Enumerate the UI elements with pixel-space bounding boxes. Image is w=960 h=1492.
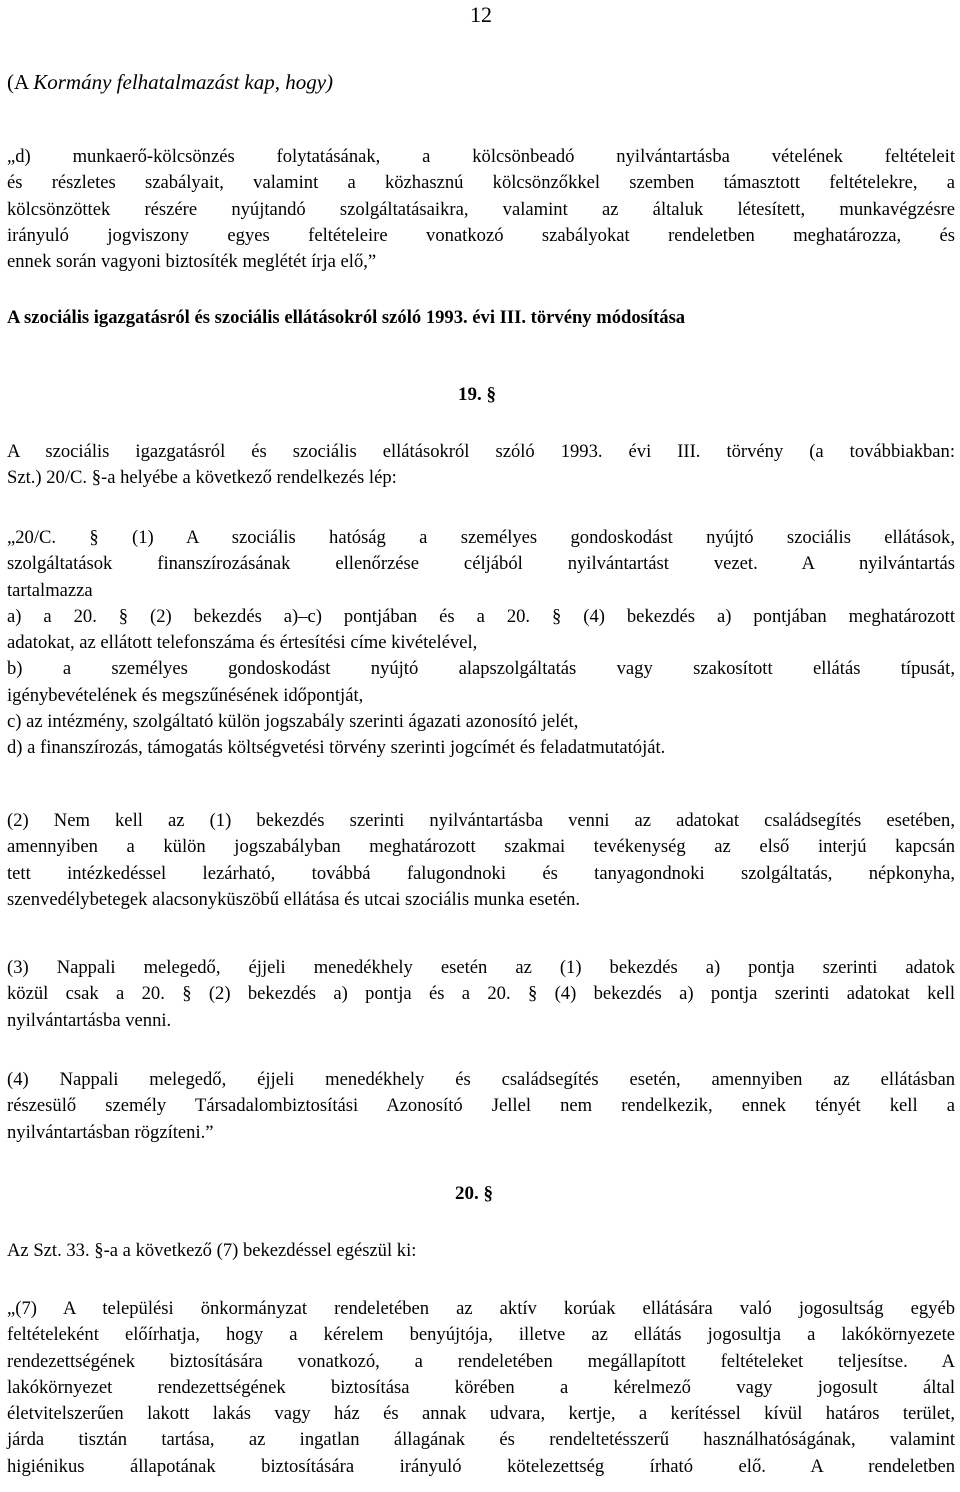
section-19-paragraph-2: [7, 808, 955, 913]
text-line: nyilvántartásban rögzíteni.”: [7, 1121, 214, 1143]
text-line: ennek során vagyoni biztosíték meglétét írja elő,”: [7, 251, 377, 273]
text-line: „d) munkaerő-kölcsönzés folytatásának, a kölcsönbeadó nyilvántartásba vételének feltételeit: [7, 146, 955, 167]
text-line: szenvedélybetegek alacsonyküszöbű ellátása és utcai szociális munka esetén.: [7, 888, 581, 910]
text-line: kölcsönzöttek részére nyújtandó szolgáltatásaikra, valamint az általuk létesített, munkavégzésre: [7, 198, 955, 220]
preamble-prefix: (A: [7, 70, 34, 94]
section-19-intro: [7, 439, 955, 492]
text-line: igénybevételének és megszűnésének időpontját,: [7, 684, 364, 706]
section-19-paragraph-3: [7, 955, 955, 1034]
section-20-intro: [7, 1238, 955, 1264]
section-19-paragraph-4: [7, 1067, 955, 1146]
text-line: (4) Nappali melegedő, éjjeli menedékhely és családsegítés esetén, amennyiben az ellátásban: [7, 1069, 955, 1090]
text-line: feltételeként előírhatja, hogy a kérelem benyújtója, illetve az ellátás jogosultja a lakókörnyezete: [7, 1324, 955, 1346]
text-line: Az Szt. 33. §-a a következő (7) bekezdéssel egészül ki:: [7, 1240, 417, 1261]
text-line: adatokat, az ellátott telefonszáma és értesítési címe kivételével,: [7, 632, 478, 654]
text-line: amennyiben a külön jogszabályban meghatározott szakmai tevékenység az első interjú kapcsán: [7, 836, 955, 858]
text-line: „20/C. § (1) A szociális hatóság a személyes gondoskodást nyújtó szociális ellátások,: [7, 527, 955, 548]
text-line: és részletes szabályait, valamint a közhasznú kölcsönzőkkel szemben támasztott feltételekre, a: [7, 172, 955, 194]
text-line: c) az intézmény, szolgáltató külön jogszabály szerinti ágazati azonosító jelét,: [7, 711, 579, 733]
preamble: [7, 70, 333, 95]
text-line: lakókörnyezet rendezettségének biztosítása körében a kérelmező vagy jogosult által: [7, 1376, 955, 1398]
section-20-paragraph: [7, 1296, 955, 1480]
text-line: a) a 20. § (2) bekezdés a)–c) pontjában és a 20. § (4) bekezdés a) pontjában meghatározott: [7, 605, 955, 627]
text-line: részesülő személy Társadalombiztosítási Azonosító Jellel nem rendelkezik, ennek tényét kell a: [7, 1095, 955, 1117]
text-line: irányuló jogviszony egyes feltételeire vonatkozó szabályokat rendeletben meghatározza, és: [7, 224, 955, 246]
text-line: b) a személyes gondoskodást nyújtó alapszolgáltatás vagy szakosított ellátás típusát,: [7, 658, 955, 680]
text-line: Szt.) 20/C. §-a helyébe a következő rendelkezés lép:: [7, 467, 397, 489]
text-line: tett intézkedéssel lezárható, továbbá falugondnoki és tanyagondnoki szolgáltatás, népkonyha,: [7, 862, 955, 884]
section-19-paragraph-1: [7, 525, 955, 762]
text-line: tartalmazza: [7, 579, 93, 601]
page-number: 12: [470, 2, 492, 27]
text-line: (3) Nappali melegedő, éjjeli menedékhely esetén az (1) bekezdés a) pontja szerinti adatok: [7, 957, 955, 978]
text-line: (2) Nem kell az (1) bekezdés szerinti nyilvántartásba venni az adatokat családsegítés esetében,: [7, 810, 955, 831]
text-line: rendezettségének biztosítására vonatkozó, a rendeletében megállapított feltételeket teljesítse. A: [7, 1350, 955, 1372]
text-line: higiénikus állapotának biztosítására irányuló kötelezettség írható elő. A rendeletben: [7, 1455, 955, 1477]
section-19-number: 19. §: [458, 384, 496, 405]
section-20-number: 20. §: [455, 1183, 493, 1204]
text-line: életvitelszerűen lakott lakás vagy ház és annak udvara, kertje, a kerítéssel kívül határos terület,: [7, 1403, 955, 1425]
item-d-paragraph: [7, 144, 955, 275]
text-line: szolgáltatások finanszírozásának ellenőrzése céljából nyilvántartást vezet. A nyilvántartás: [7, 553, 955, 575]
text-line: d) a finanszírozás, támogatás költségvetési törvény szerinti jogcímét és feladatmutatóját.: [7, 737, 666, 759]
text-line: közül csak a 20. § (2) bekezdés a) pontja és a 20. § (4) bekezdés a) pontja szerinti adatokat kell: [7, 983, 955, 1005]
text-line: „(7) A települési önkormányzat rendeletében az aktív korúak ellátására való jogosultság egyéb: [7, 1298, 955, 1319]
text-line: A szociális igazgatásról és szociális ellátásokról szóló 1993. évi III. törvény (a továbbiakban:: [7, 441, 955, 462]
amendment-heading: A szociális igazgatásról és szociális ellátásokról szóló 1993. évi III. törvény módosítása: [7, 307, 686, 328]
text-line: nyilvántartásba venni.: [7, 1009, 172, 1031]
preamble-text: Kormány felhatalmazást kap, hogy): [33, 70, 334, 94]
text-line: járda tisztán tartása, az ingatlan állagának és rendeltetésszerű használhatóságának, valamint: [7, 1429, 955, 1451]
